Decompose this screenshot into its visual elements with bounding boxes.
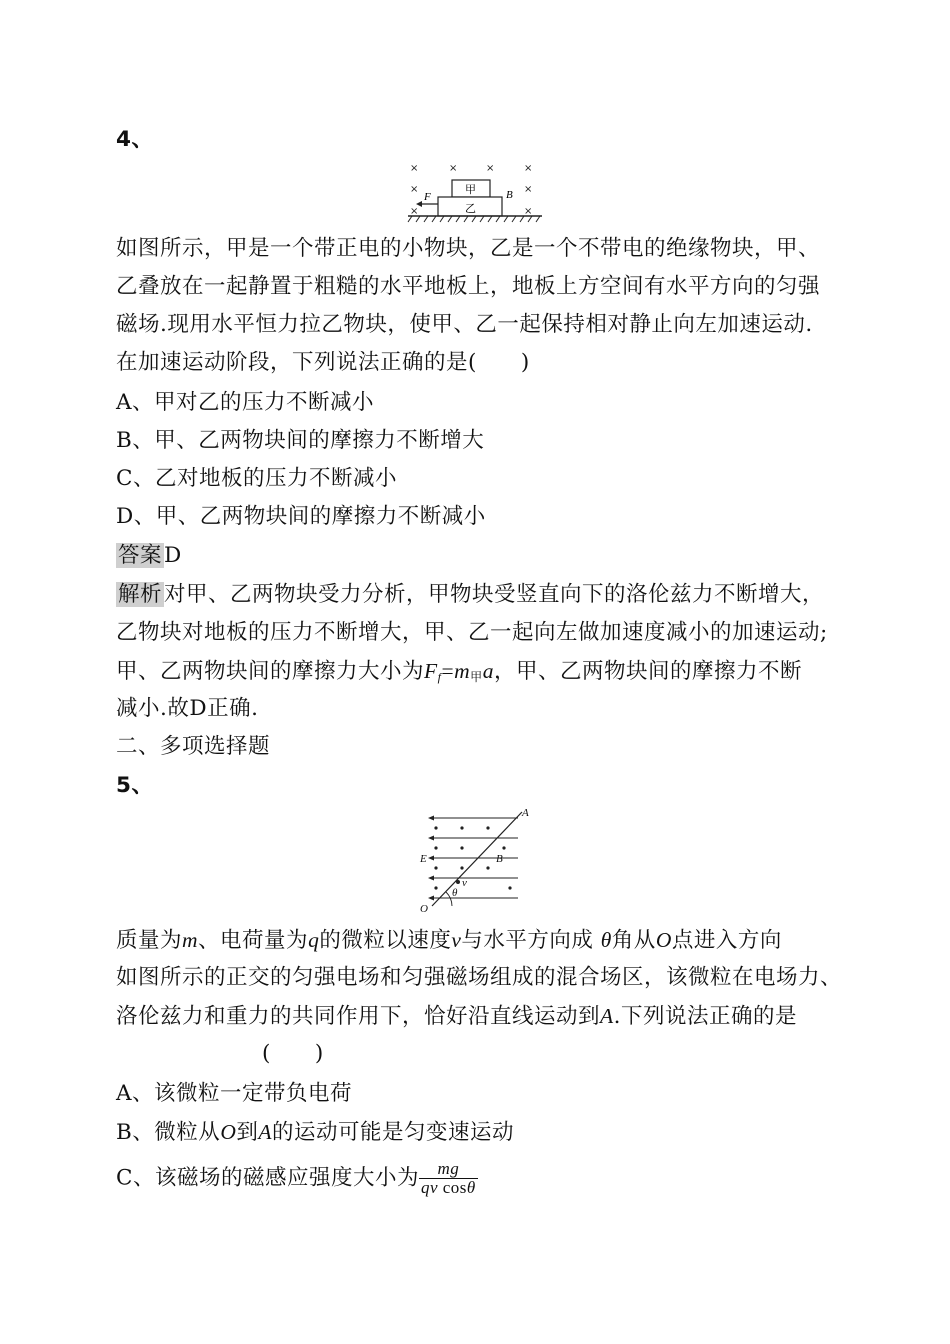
velocity-label: v bbox=[462, 877, 467, 889]
magnetic-field-fraction: $\frac{mg}{\text{qv cosθ}}$ bbox=[420, 1159, 476, 1197]
q4-option-a: A、甲对乙的压力不断减小 bbox=[116, 390, 375, 415]
q4-stem-line-2: 乙叠放在一起静置于粗糙的水平地板上，地板上方空间有水平方向的匀强 bbox=[116, 274, 821, 299]
svg-text:×: × bbox=[524, 206, 533, 217]
q4-stem-line-4: 在加速运动阶段，下列说法正确的是( ) bbox=[116, 350, 530, 375]
q5-figure bbox=[418, 806, 536, 914]
q5-number: 5、 bbox=[116, 773, 154, 798]
q5-option-c: C、该磁场的磁感应强度大小为 $\frac{mg}{\text{qv cosθ}}$ bbox=[116, 1159, 476, 1197]
svg-text:×: × bbox=[524, 163, 533, 174]
block-yi-label: 乙 bbox=[465, 202, 476, 215]
friction-formula: $F_f=m_甲a$ bbox=[424, 659, 494, 684]
force-label: F bbox=[424, 191, 431, 203]
svg-text:×: × bbox=[449, 163, 458, 174]
q4-answer bbox=[116, 542, 182, 570]
analysis-text: 甲、乙两物块间的摩擦力大小为 bbox=[116, 659, 425, 684]
point-a-label: A bbox=[522, 807, 529, 819]
field-label: B bbox=[506, 189, 513, 201]
q5-stem-line-3: 洛伦兹力和重力的共同作用下，恰好沿直线运动到A.下列说法正确的是 bbox=[116, 1004, 797, 1029]
q4-analysis-line-2: 乙物块对地板的压力不断增大，甲、乙一起向左做加速度减小的加速运动; bbox=[116, 620, 828, 645]
q4-analysis-line-4: 减小.故D正确. bbox=[116, 696, 259, 721]
block-jia-label: 甲 bbox=[465, 183, 476, 196]
q5-stem-line-2: 如图所示的正交的匀强电场和匀强磁场组成的混合场区，该微粒在电场力、 bbox=[116, 965, 843, 990]
analysis-text: ，甲、乙两物块间的摩擦力不断 bbox=[493, 659, 802, 684]
angle-label: θ bbox=[452, 887, 458, 899]
q5-option-b: B、微粒从O到A的运动可能是匀变速运动 bbox=[116, 1120, 515, 1145]
svg-text:×: × bbox=[410, 163, 419, 174]
e-field-label: E bbox=[420, 853, 427, 865]
analysis-tag: 解析 bbox=[118, 582, 163, 607]
q4-analysis-line-3 bbox=[116, 657, 802, 691]
q4-option-c: C、乙对地板的压力不断减小 bbox=[116, 466, 397, 491]
q5-blank: ( ) bbox=[262, 1041, 324, 1066]
answer-tag: 答案 bbox=[118, 543, 163, 568]
svg-text:×: × bbox=[486, 163, 495, 174]
analysis-text: 对甲、乙两物块受力分析，甲物块受竖直向下的洛伦兹力不断增大， bbox=[164, 582, 825, 607]
q5-stem-line-1: 质量为m、电荷量为q的微粒以速度v与水平方向成 θ角从O点进入方向 bbox=[116, 928, 782, 953]
q4-option-b: B、甲、乙两物块间的摩擦力不断增大 bbox=[116, 428, 485, 453]
q4-stem-line-3: 磁场.现用水平恒力拉乙物块，使甲、乙一起保持相对静止向左加速运动. bbox=[116, 312, 813, 337]
svg-text:×: × bbox=[524, 184, 533, 195]
svg-text:×: × bbox=[410, 206, 419, 217]
q4-figure bbox=[402, 158, 547, 224]
q4-analysis-line-1 bbox=[116, 581, 824, 609]
q4-stem-line-1: 如图所示，甲是一个带正电的小物块，乙是一个不带电的绝缘物块，甲、 bbox=[116, 236, 821, 261]
b-field-label: B bbox=[496, 853, 503, 865]
answer-value: D bbox=[164, 543, 182, 568]
q5-option-a: A、该微粒一定带负电荷 bbox=[116, 1081, 353, 1106]
origin-label: O bbox=[420, 903, 428, 914]
section-heading: 二、多项选择题 bbox=[116, 734, 271, 759]
q4-option-d: D、甲、乙两物块间的摩擦力不断减小 bbox=[116, 504, 486, 529]
svg-text:×: × bbox=[410, 184, 419, 195]
q4-number: 4、 bbox=[116, 127, 154, 152]
